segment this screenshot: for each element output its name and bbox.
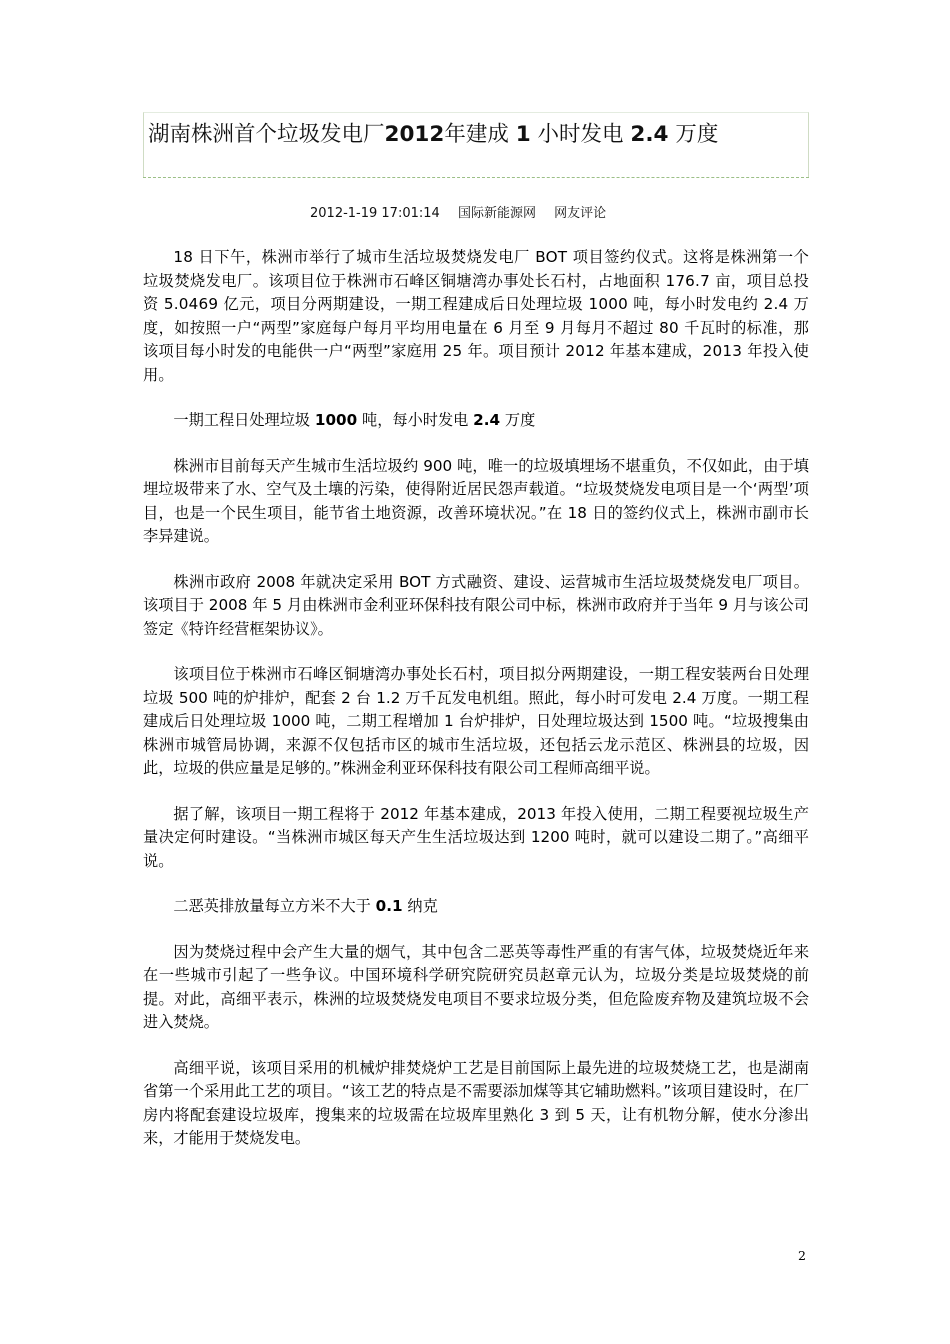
- subheading-1: [143, 409, 809, 433]
- article-title: [148, 120, 810, 150]
- publish-datetime: 2012-1-19 17:01:14: [310, 206, 440, 221]
- subheading-1-text-3: 万度: [504, 411, 536, 429]
- title-year: 2012: [384, 122, 445, 147]
- title-hours: 1: [515, 122, 531, 147]
- subheading-1-number-2: 2.4: [473, 411, 501, 429]
- title-kwh: 2.4: [630, 122, 669, 147]
- article-meta: [310, 205, 620, 223]
- subheading-1-text-1: 一期工程日处理垃圾: [173, 411, 311, 429]
- paragraph-4: 该项目位于株洲市石峰区铜塘湾办事处长石村，项目拟分两期建设，一期工程安装两台日处理垃圾 500 吨的炉排炉，配套 2 台 1.2 万千瓦发电机组。照此，每小时可发电 2.4 万度。一期工程建成后日处理垃圾 1000 吨，二期工程增加 1 台炉排炉，日处理垃圾达到 1500 吨。“垃圾搜集由株洲市城管局协调，来源不仅包括市区的城市生活垃圾，还包括云龙示范区、株洲县的垃圾，因此，垃圾的供应量是足够的。”株洲金利亚环保科技有限公司工程师高细平说。: [143, 665, 809, 777]
- paragraph-3: 株洲市政府 2008 年就决定采用 BOT 方式融资、建设、运营城市生活垃圾焚烧发电厂项目。该项目于 2008 年 5 月由株洲市金利亚环保科技有限公司中标，株洲市政府并于当年 9 月与该公司签定《特许经营框架协议》。: [143, 572, 809, 638]
- title-text-1: 湖南株洲首个垃圾发电厂: [148, 122, 385, 147]
- subheading-2-text-1: 二恶英排放量每立方米不大于: [173, 897, 371, 915]
- page-number: 2: [798, 1248, 806, 1263]
- paragraph-2: 株洲市目前每天产生城市生活垃圾约 900 吨，唯一的垃圾填埋场不堪重负，不仅如此，由于填埋垃圾带来了水、空气及土壤的污染，使得附近居民怨声载道。“垃圾焚烧发电项目是一个‘两型’项目，也是一个民生项目，能节省土地资源，改善环境状况。”在 18 日的签约仪式上，株洲市副市长李异建说。: [143, 456, 809, 545]
- source-link[interactable]: 国际新能源网: [457, 206, 536, 221]
- paragraph-1: 18 日下午，株洲市举行了城市生活垃圾焚烧发电厂 BOT 项目签约仪式。这将是株洲第一个垃圾焚烧发电厂。该项目位于株洲市石峰区铜塘湾办事处长石村，占地面积 176.7 亩，项目总投资 5.0469 亿元，项目分两期建设，一期工程建成后日处理垃圾 1000 吨，每小时发电约 2.4 万度，如按照一户“两型”家庭每户每月平均用电量在 6 月至 9 月每月不超过 80 千瓦时的标准，那该项目每小时发的电能供一户“两型”家庭用 25 年。项目预计 2012 年基本建成，2013 年投入使用。: [143, 248, 809, 384]
- article-body: [143, 246, 809, 1151]
- subheading-1-text-2: 吨，每小时发电: [362, 411, 469, 429]
- comments-link[interactable]: 网友评论: [554, 206, 607, 221]
- subheading-2: [143, 895, 809, 919]
- subheading-2-text-2: 纳克: [407, 897, 438, 915]
- title-text-4: 万度: [675, 122, 719, 147]
- paragraph-7: 高细平说，该项目采用的机械炉排焚烧炉工艺是目前国际上最先进的垃圾焚烧工艺，也是湖南省第一个采用此工艺的项目。“该工艺的特点是不需要添加煤等其它辅助燃料。”该项目建设时，在厂房内将配套建设垃圾库，搜集来的垃圾需在垃圾库里熟化 3 到 5 天，让有机物分解，使水分渗出来，才能用于焚烧发电。: [143, 1058, 809, 1147]
- paragraph-6: 因为焚烧过程中会产生大量的烟气，其中包含二恶英等毒性严重的有害气体，垃圾焚烧近年来在一些城市引起了一些争议。中国环境科学研究院研究员赵章元认为，垃圾分类是垃圾焚烧的前提。对此，高细平表示，株洲的垃圾焚烧发电项目不要求垃圾分类，但危险废弃物及建筑垃圾不会进入焚烧。: [143, 942, 809, 1031]
- paragraph-5: 据了解，该项目一期工程将于 2012 年基本建成，2013 年投入使用，二期工程要视垃圾生产量决定何时建设。“当株洲市城区每天产生生活垃圾达到 1200 吨时，就可以建设二期了。”高细平说。: [143, 804, 809, 870]
- title-divider: [143, 177, 809, 178]
- title-text-2: 年建成: [444, 122, 509, 147]
- title-text-3: 小时发电: [537, 122, 624, 147]
- subheading-2-number: 0.1: [375, 897, 403, 915]
- subheading-1-number-1: 1000: [314, 411, 358, 429]
